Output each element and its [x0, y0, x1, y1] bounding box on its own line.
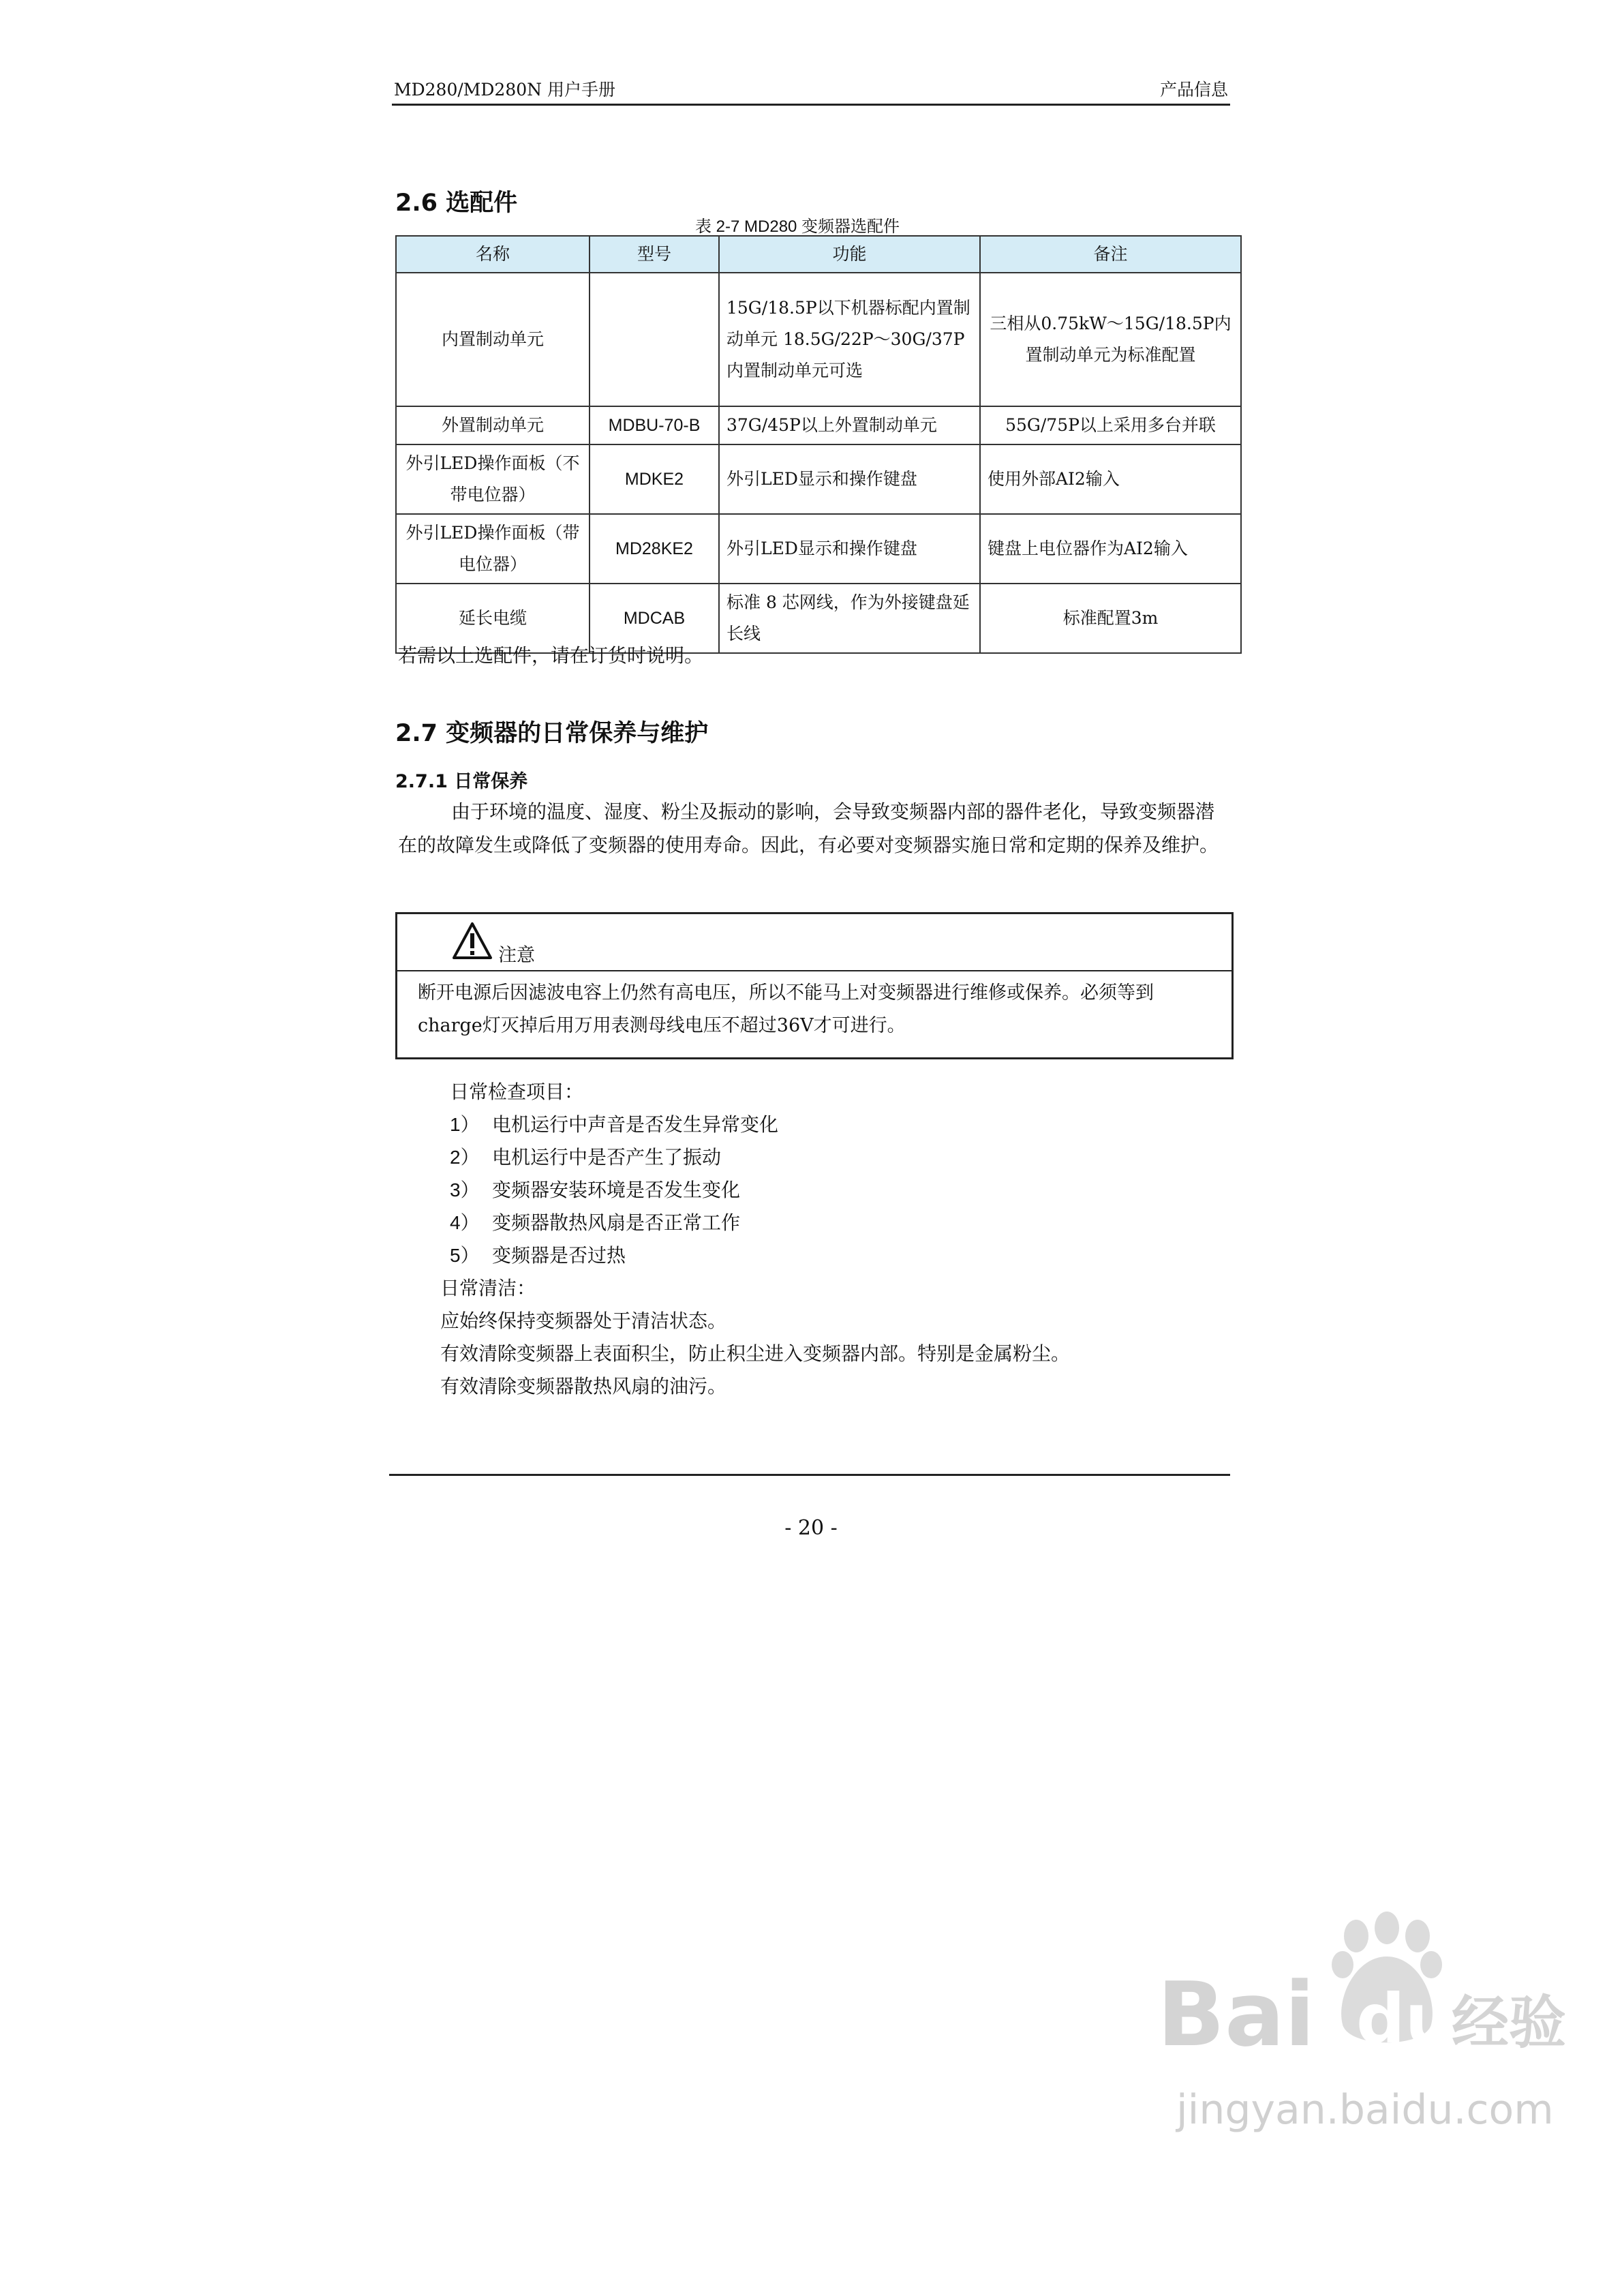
header-manual-title: MD280/MD280N 用户手册 — [394, 80, 615, 100]
cell-model: MDBU-70-B — [590, 406, 719, 444]
table-row — [396, 273, 1241, 406]
accessories-table — [395, 235, 1242, 654]
section-2-7-title: 2.7 变频器的日常保养与维护 — [395, 720, 709, 747]
header-rule — [392, 104, 1230, 106]
cell-name: 外引LED操作面板（带电位器） — [396, 514, 590, 584]
list-item: 电机运行中是否产生了振动 — [492, 1146, 722, 1168]
section-2-7-1-title: 2.7.1 日常保养 — [395, 771, 528, 792]
cell-note: 键盘上电位器作为AI2输入 — [980, 514, 1241, 584]
cell-name: 延长电缆 — [396, 584, 590, 653]
cell-function: 15G/18.5P以下机器标配内置制动单元 18.5G/22P～30G/37P内置制动单元可选 — [719, 273, 980, 406]
cell-name: 外引LED操作面板（不带电位器） — [396, 444, 590, 514]
cell-name: 外置制动单元 — [396, 406, 590, 444]
list-item-number: 2） — [450, 1147, 480, 1168]
cell-function: 外引LED显示和操作键盘 — [719, 514, 980, 584]
cell-function: 37G/45P以上外置制动单元 — [719, 406, 980, 444]
clean-item: 有效清除变频器散热风扇的油污。 — [440, 1375, 727, 1398]
caution-header — [397, 914, 1231, 971]
footer-rule — [389, 1474, 1230, 1476]
table-row — [396, 514, 1241, 584]
svg-text:Bai: Bai — [1157, 1963, 1315, 2066]
cell-model: MDKE2 — [590, 444, 719, 514]
daily-check-title: 日常检查项目： — [450, 1081, 584, 1103]
svg-text:du: du — [1356, 1979, 1454, 2059]
list-item: 电机运行中声音是否发生异常变化 — [492, 1113, 779, 1136]
warning-triangle-icon — [452, 921, 493, 961]
col-header-function: 功能 — [719, 236, 980, 273]
cell-function: 标准 8 芯网线，作为外接键盘延长线 — [719, 584, 980, 653]
cell-function: 外引LED显示和操作键盘 — [719, 444, 980, 514]
caution-box — [395, 912, 1234, 1059]
cell-note: 55G/75P以上采用多台并联 — [980, 406, 1241, 444]
table-header-row — [396, 236, 1241, 273]
cell-note: 三相从0.75kW～15G/18.5P内置制动单元为标准配置 — [980, 273, 1241, 406]
table-caption: 表 2-7 MD280 变频器选配件 — [695, 217, 900, 236]
baidu-jingyan-watermark-logo — [1152, 1909, 1574, 2066]
col-header-model: 型号 — [590, 236, 719, 273]
cell-model: MDCAB — [590, 584, 719, 653]
table-footnote: 若需以上选配件，请在订货时说明。 — [398, 644, 704, 667]
caution-text: 断开电源后因滤波电容上仍然有高电压，所以不能马上对变频器进行维修或保养。必须等到charge灯灭掉后用万用表测母线电压不超过36V才可进行。 — [418, 982, 1154, 1036]
list-item-number: 5） — [450, 1245, 480, 1266]
svg-text:经验: 经验 — [1452, 1989, 1567, 2056]
table-row — [396, 406, 1241, 444]
cell-model: MD28KE2 — [590, 514, 719, 584]
col-header-note: 备注 — [980, 236, 1241, 273]
caution-title: 注意 — [498, 945, 535, 966]
clean-item: 应始终保持变频器处于清洁状态。 — [440, 1310, 727, 1332]
page-number: - 20 - — [784, 1516, 838, 1540]
col-header-name: 名称 — [396, 236, 590, 273]
cell-note: 使用外部AI2输入 — [980, 444, 1241, 514]
daily-clean-title: 日常清洁： — [440, 1277, 536, 1299]
cell-name: 内置制动单元 — [396, 273, 590, 406]
list-item-number: 3） — [450, 1179, 480, 1200]
list-item: 变频器安装环境是否发生变化 — [492, 1179, 741, 1201]
list-item-number: 1） — [450, 1114, 480, 1135]
cell-model — [590, 273, 719, 406]
clean-item: 有效清除变频器上表面积尘，防止积尘进入变频器内部。特别是金属粉尘。 — [440, 1342, 1071, 1365]
list-item-number: 4） — [450, 1212, 480, 1233]
header-chapter-title: 产品信息 — [1159, 80, 1228, 100]
cell-note: 标准配置3m — [980, 584, 1241, 653]
maintenance-paragraph: 由于环境的温度、湿度、粉尘及振动的影响，会导致变频器内部的器件老化，导致变频器潜在的故障发生或降低了变频器的使用寿命。因此，有必要对变频器实施日常和定期的保养及维护。 — [398, 800, 1219, 856]
watermark-url: jingyan.baidu.com — [1176, 2086, 1554, 2134]
section-2-6-title: 2.6 选配件 — [395, 190, 518, 217]
list-item: 变频器是否过热 — [492, 1244, 626, 1267]
list-item: 变频器散热风扇是否正常工作 — [492, 1211, 741, 1234]
table-row — [396, 444, 1241, 514]
